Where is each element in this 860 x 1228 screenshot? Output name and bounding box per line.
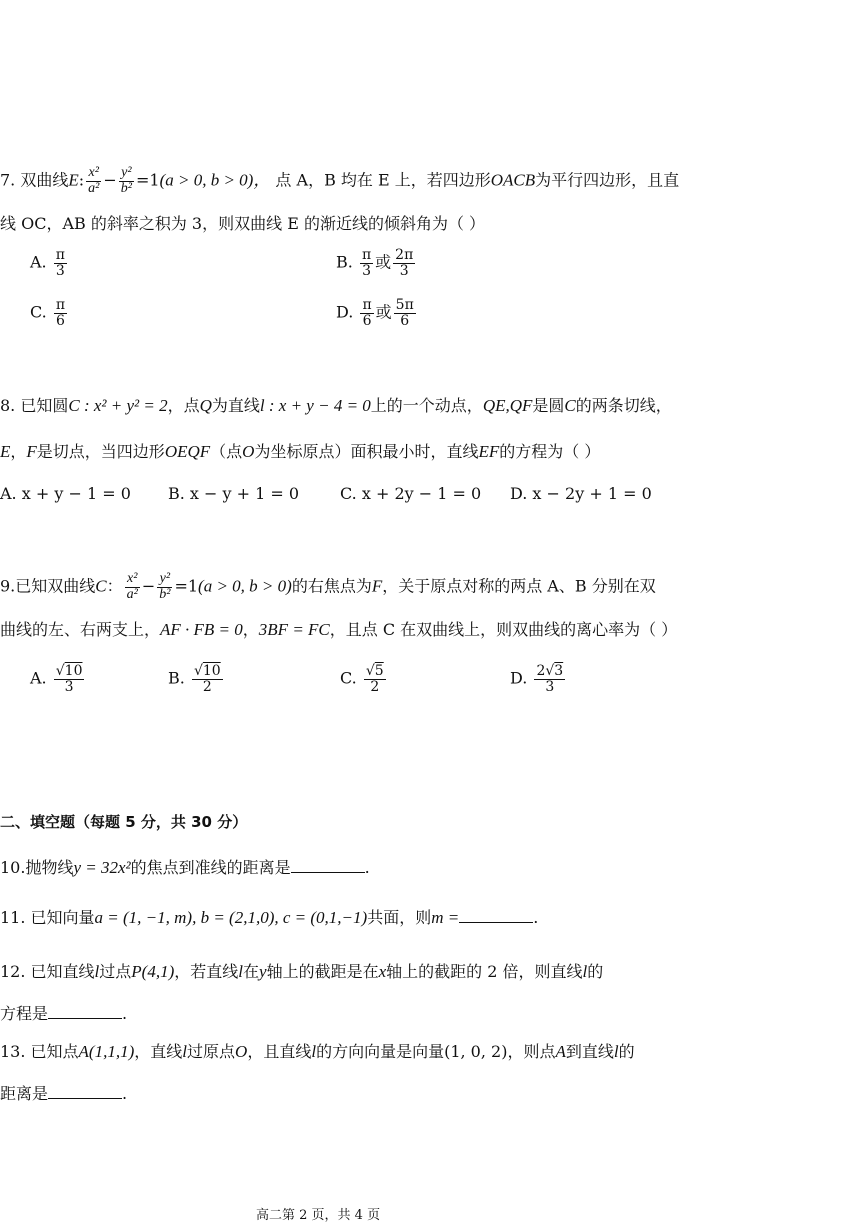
- q8-option-c[interactable]: C. x + 2y − 1 = 0: [340, 484, 482, 503]
- q12-line2: 方程是 .: [0, 1004, 128, 1023]
- q7-line1: 7. 双曲线E: $\frac{\text{x²}}{\text{a²}}$ − $\frac{\text{y²}}{\text{b²}}$ =1(a > 0, b > 0)， 点 A，B 均在 E 上，若四边形OACB为平行四边形，且直: [0, 165, 680, 196]
- q9-option-c[interactable]: C. $\frac{√5}{2}$: [340, 663, 384, 695]
- q9-line2: 曲线的左、右两支上，AF · FB = 0，3BF = FC，且点 C 在双曲线上，则双曲线的离心率为（ ）: [0, 620, 678, 639]
- q9-option-d[interactable]: D. $\frac{2√3}{3}$: [510, 663, 564, 695]
- q11-line: 11. 已知向量a = (1, −1, m), b = (2,1,0), c = (0,1,−1)共面，则m = .: [0, 908, 539, 927]
- answer-blank[interactable]: [48, 1004, 122, 1019]
- q7-line2: 线 OC，AB 的斜率之积为 3，则双曲线 E 的渐近线的倾斜角为（ ）: [0, 214, 486, 233]
- answer-blank[interactable]: [291, 858, 365, 873]
- q8-option-b[interactable]: B. x − y + 1 = 0: [168, 484, 300, 503]
- q13-line2: 距离是 .: [0, 1084, 128, 1103]
- q10-line: 10.抛物线y = 32x²的焦点到准线的距离是 .: [0, 858, 370, 877]
- answer-blank[interactable]: [459, 908, 533, 923]
- answer-blank[interactable]: [48, 1084, 122, 1099]
- q12-line1: 12. 已知直线l过点P(4,1)，若直线l在y轴上的截距是在x轴上的截距的 2 倍，则直线l的: [0, 962, 604, 981]
- q7-option-a[interactable]: A. $\frac{\pi}{3}$: [30, 247, 65, 279]
- q7-option-b[interactable]: B. $\frac{\pi}{3}$ 或 $\frac{2\pi}{3}$: [336, 247, 414, 279]
- q8-line1: 8. 已知圆C : x² + y² = 2，点Q为直线l : x + y − 4 = 0上的一个动点，QE,QF是圆C的两条切线，: [0, 396, 672, 415]
- q7-option-d[interactable]: D. $\frac{\pi}{6}$ 或 $\frac{5\pi}{6}$: [336, 297, 414, 329]
- q8-option-d[interactable]: D. x − 2y + 1 = 0: [510, 484, 652, 503]
- q9-option-a[interactable]: A. $\frac{√10}{3}$: [30, 663, 83, 695]
- q8-line2: E，F是切点，当四边形OEQF（点O为坐标原点）面积最小时，直线EF的方程为（ ）: [0, 442, 601, 461]
- page-footer: 高二第 2 页，共 4 页: [256, 1208, 381, 1223]
- q9-line1: 9.已知双曲线C： $\frac{\text{x²}}{\text{a²}}$ − $\frac{\text{y²}}{\text{b²}}$ =1(a > 0, b > 0)的右焦点为F，关于原点对称的两点 A、B 分别在双: [0, 571, 656, 602]
- q8-option-a[interactable]: A. x + y − 1 = 0: [0, 484, 131, 503]
- q9-option-b[interactable]: B. $\frac{√10}{2}$: [168, 663, 221, 695]
- section-heading: 二、填空题（每题 5 分，共 30 分）: [0, 813, 248, 831]
- q13-line1: 13. 已知点A(1,1,1)，直线l过原点O，且直线l的方向向量是向量(1, 0, 2)，则点A到直线l的: [0, 1042, 635, 1061]
- fraction: $\frac{\text{y²}}{\text{b²}}$: [120, 165, 132, 196]
- fraction: $\frac{\text{x²}}{\text{a²}}$: [88, 165, 100, 196]
- q7-option-c[interactable]: C. $\frac{\pi}{6}$: [30, 297, 66, 329]
